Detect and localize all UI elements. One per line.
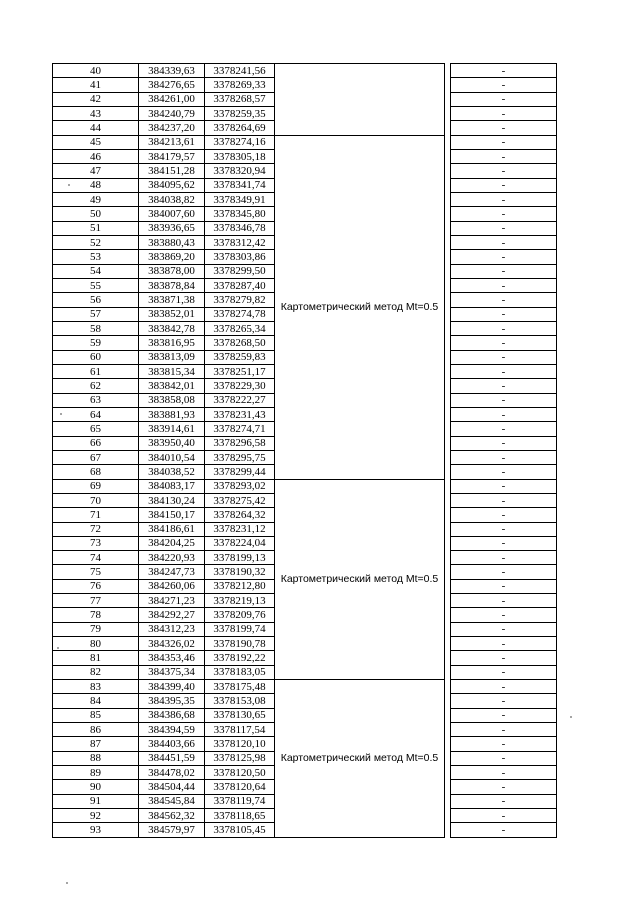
x-coordinate-cell: 384261,00 — [139, 92, 205, 106]
accuracy-cell: - — [451, 121, 557, 135]
accuracy-cell: - — [451, 565, 557, 579]
y-coordinate-cell: 3378265,34 — [205, 321, 275, 335]
y-coordinate-cell: 3378275,42 — [205, 493, 275, 507]
accuracy-cell: - — [451, 594, 557, 608]
x-coordinate-cell: 384504,44 — [139, 780, 205, 794]
x-coordinate-cell: 384326,02 — [139, 637, 205, 651]
x-coordinate-cell: 384260,06 — [139, 579, 205, 593]
point-number-cell: 83 — [53, 680, 139, 694]
y-coordinate-cell: 3378130,65 — [205, 708, 275, 722]
point-number-cell: 51 — [53, 221, 139, 235]
x-coordinate-cell: 384237,20 — [139, 121, 205, 135]
accuracy-cell: - — [451, 278, 557, 292]
point-number-cell: 79 — [53, 622, 139, 636]
y-coordinate-cell: 3378120,50 — [205, 766, 275, 780]
x-coordinate-cell: 383869,20 — [139, 250, 205, 264]
x-coordinate-cell: 384375,34 — [139, 665, 205, 679]
x-coordinate-cell: 384095,62 — [139, 178, 205, 192]
x-coordinate-cell: 383936,65 — [139, 221, 205, 235]
y-coordinate-cell: 3378117,54 — [205, 723, 275, 737]
point-number-cell: 84 — [53, 694, 139, 708]
point-number-cell: 77 — [53, 594, 139, 608]
accuracy-cell: - — [451, 708, 557, 722]
y-coordinate-cell: 3378320,94 — [205, 164, 275, 178]
point-number-cell: 88 — [53, 751, 139, 765]
accuracy-cell: - — [451, 135, 557, 149]
point-number-cell: 64 — [53, 407, 139, 421]
accuracy-cell: - — [451, 164, 557, 178]
x-coordinate-cell: 384010,54 — [139, 450, 205, 464]
point-number-cell: 87 — [53, 737, 139, 751]
accuracy-cell: - — [451, 364, 557, 378]
x-coordinate-cell: 384151,28 — [139, 164, 205, 178]
point-number-cell: 46 — [53, 149, 139, 163]
accuracy-cell: - — [451, 321, 557, 335]
point-number-cell: 91 — [53, 794, 139, 808]
y-coordinate-cell: 3378212,80 — [205, 579, 275, 593]
y-coordinate-cell: 3378192,22 — [205, 651, 275, 665]
table-row — [53, 479, 557, 493]
point-number-cell: 63 — [53, 393, 139, 407]
scan-speck — [60, 413, 62, 415]
x-coordinate-cell: 384271,23 — [139, 594, 205, 608]
y-coordinate-cell: 3378274,16 — [205, 135, 275, 149]
accuracy-cell: - — [451, 465, 557, 479]
table-row — [53, 135, 557, 149]
point-number-cell: 78 — [53, 608, 139, 622]
y-coordinate-cell: 3378259,35 — [205, 106, 275, 120]
point-number-cell: 50 — [53, 207, 139, 221]
x-coordinate-cell: 384339,63 — [139, 64, 205, 78]
x-coordinate-cell: 384179,57 — [139, 149, 205, 163]
accuracy-cell: - — [451, 551, 557, 565]
accuracy-cell: - — [451, 336, 557, 350]
accuracy-cell: - — [451, 350, 557, 364]
x-coordinate-cell: 384451,59 — [139, 751, 205, 765]
method-cell: Картометрический метод Mt=0.5 — [275, 135, 445, 479]
point-number-cell: 55 — [53, 278, 139, 292]
accuracy-cell: - — [451, 823, 557, 837]
y-coordinate-cell: 3378219,13 — [205, 594, 275, 608]
x-coordinate-cell: 384038,52 — [139, 465, 205, 479]
x-coordinate-cell: 384312,23 — [139, 622, 205, 636]
y-coordinate-cell: 3378341,74 — [205, 178, 275, 192]
x-coordinate-cell: 383816,95 — [139, 336, 205, 350]
point-number-cell: 61 — [53, 364, 139, 378]
accuracy-cell: - — [451, 221, 557, 235]
accuracy-cell: - — [451, 436, 557, 450]
y-coordinate-cell: 3378293,02 — [205, 479, 275, 493]
accuracy-cell: - — [451, 293, 557, 307]
point-number-cell: 65 — [53, 422, 139, 436]
point-number-cell: 48 — [53, 178, 139, 192]
x-coordinate-cell: 384386,68 — [139, 708, 205, 722]
accuracy-cell: - — [451, 192, 557, 206]
x-coordinate-cell: 383858,08 — [139, 393, 205, 407]
accuracy-cell: - — [451, 809, 557, 823]
point-number-cell: 47 — [53, 164, 139, 178]
accuracy-cell: - — [451, 665, 557, 679]
accuracy-cell: - — [451, 379, 557, 393]
accuracy-cell: - — [451, 393, 557, 407]
y-coordinate-cell: 3378231,12 — [205, 522, 275, 536]
accuracy-cell: - — [451, 579, 557, 593]
scan-speck — [68, 184, 70, 186]
x-coordinate-cell: 384403,66 — [139, 737, 205, 751]
table-row — [53, 64, 557, 78]
point-number-cell: 43 — [53, 106, 139, 120]
y-coordinate-cell: 3378209,76 — [205, 608, 275, 622]
x-coordinate-cell: 383950,40 — [139, 436, 205, 450]
point-number-cell: 81 — [53, 651, 139, 665]
point-number-cell: 73 — [53, 536, 139, 550]
y-coordinate-cell: 3378287,40 — [205, 278, 275, 292]
y-coordinate-cell: 3378312,42 — [205, 235, 275, 249]
accuracy-cell: - — [451, 508, 557, 522]
accuracy-cell: - — [451, 450, 557, 464]
x-coordinate-cell: 384130,24 — [139, 493, 205, 507]
accuracy-cell: - — [451, 780, 557, 794]
x-coordinate-cell: 384562,32 — [139, 809, 205, 823]
accuracy-cell: - — [451, 622, 557, 636]
point-number-cell: 41 — [53, 78, 139, 92]
point-number-cell: 56 — [53, 293, 139, 307]
accuracy-cell: - — [451, 536, 557, 550]
x-coordinate-cell: 384186,61 — [139, 522, 205, 536]
x-coordinate-cell: 383871,38 — [139, 293, 205, 307]
accuracy-cell: - — [451, 766, 557, 780]
accuracy-cell: - — [451, 78, 557, 92]
accuracy-cell: - — [451, 264, 557, 278]
point-number-cell: 42 — [53, 92, 139, 106]
y-coordinate-cell: 3378345,80 — [205, 207, 275, 221]
point-number-cell: 74 — [53, 551, 139, 565]
scan-speck — [66, 882, 68, 884]
y-coordinate-cell: 3378175,48 — [205, 680, 275, 694]
accuracy-cell: - — [451, 92, 557, 106]
accuracy-cell: - — [451, 422, 557, 436]
point-number-cell: 49 — [53, 192, 139, 206]
method-cell: Картометрический метод Mt=0.5 — [275, 680, 445, 838]
accuracy-cell: - — [451, 250, 557, 264]
y-coordinate-cell: 3378268,57 — [205, 92, 275, 106]
y-coordinate-cell: 3378259,83 — [205, 350, 275, 364]
x-coordinate-cell: 383813,09 — [139, 350, 205, 364]
point-number-cell: 60 — [53, 350, 139, 364]
y-coordinate-cell: 3378222,27 — [205, 393, 275, 407]
x-coordinate-cell: 383842,78 — [139, 321, 205, 335]
point-number-cell: 82 — [53, 665, 139, 679]
x-coordinate-cell: 384204,25 — [139, 536, 205, 550]
y-coordinate-cell: 3378264,69 — [205, 121, 275, 135]
x-coordinate-cell: 384399,40 — [139, 680, 205, 694]
y-coordinate-cell: 3378305,18 — [205, 149, 275, 163]
accuracy-cell: - — [451, 178, 557, 192]
y-coordinate-cell: 3378105,45 — [205, 823, 275, 837]
point-number-cell: 44 — [53, 121, 139, 135]
x-coordinate-cell: 383914,61 — [139, 422, 205, 436]
accuracy-cell: - — [451, 64, 557, 78]
y-coordinate-cell: 3378125,98 — [205, 751, 275, 765]
point-number-cell: 89 — [53, 766, 139, 780]
accuracy-cell: - — [451, 751, 557, 765]
point-number-cell: 68 — [53, 465, 139, 479]
y-coordinate-cell: 3378241,56 — [205, 64, 275, 78]
accuracy-cell: - — [451, 307, 557, 321]
x-coordinate-cell: 384220,93 — [139, 551, 205, 565]
x-coordinate-cell: 384353,46 — [139, 651, 205, 665]
x-coordinate-cell: 383878,84 — [139, 278, 205, 292]
point-number-cell: 45 — [53, 135, 139, 149]
method-cell — [275, 64, 445, 136]
accuracy-cell: - — [451, 149, 557, 163]
point-number-cell: 80 — [53, 637, 139, 651]
accuracy-cell: - — [451, 680, 557, 694]
accuracy-cell: - — [451, 407, 557, 421]
y-coordinate-cell: 3378231,43 — [205, 407, 275, 421]
point-number-cell: 54 — [53, 264, 139, 278]
y-coordinate-cell: 3378349,91 — [205, 192, 275, 206]
y-coordinate-cell: 3378118,65 — [205, 809, 275, 823]
x-coordinate-cell: 384579,97 — [139, 823, 205, 837]
x-coordinate-cell: 383815,34 — [139, 364, 205, 378]
point-number-cell: 75 — [53, 565, 139, 579]
scan-speck — [570, 716, 572, 718]
y-coordinate-cell: 3378199,74 — [205, 622, 275, 636]
accuracy-cell: - — [451, 694, 557, 708]
accuracy-cell: - — [451, 207, 557, 221]
accuracy-cell: - — [451, 479, 557, 493]
x-coordinate-cell: 383881,93 — [139, 407, 205, 421]
y-coordinate-cell: 3378269,33 — [205, 78, 275, 92]
y-coordinate-cell: 3378153,08 — [205, 694, 275, 708]
point-number-cell: 59 — [53, 336, 139, 350]
point-number-cell: 93 — [53, 823, 139, 837]
point-number-cell: 57 — [53, 307, 139, 321]
x-coordinate-cell: 383878,00 — [139, 264, 205, 278]
x-coordinate-cell: 384150,17 — [139, 508, 205, 522]
y-coordinate-cell: 3378295,75 — [205, 450, 275, 464]
accuracy-cell: - — [451, 637, 557, 651]
x-coordinate-cell: 384276,65 — [139, 78, 205, 92]
y-coordinate-cell: 3378190,78 — [205, 637, 275, 651]
x-coordinate-cell: 384478,02 — [139, 766, 205, 780]
y-coordinate-cell: 3378224,04 — [205, 536, 275, 550]
x-coordinate-cell: 384247,73 — [139, 565, 205, 579]
point-number-cell: 70 — [53, 493, 139, 507]
y-coordinate-cell: 3378279,82 — [205, 293, 275, 307]
accuracy-cell: - — [451, 737, 557, 751]
x-coordinate-cell: 383880,43 — [139, 235, 205, 249]
x-coordinate-cell: 384213,61 — [139, 135, 205, 149]
accuracy-cell: - — [451, 608, 557, 622]
point-number-cell: 71 — [53, 508, 139, 522]
x-coordinate-cell: 384007,60 — [139, 207, 205, 221]
point-number-cell: 58 — [53, 321, 139, 335]
accuracy-cell: - — [451, 794, 557, 808]
x-coordinate-cell: 384394,59 — [139, 723, 205, 737]
table-row — [53, 680, 557, 694]
coordinates-table — [52, 63, 557, 838]
x-coordinate-cell: 384083,17 — [139, 479, 205, 493]
method-cell: Картометрический метод Mt=0.5 — [275, 479, 445, 680]
y-coordinate-cell: 3378299,44 — [205, 465, 275, 479]
x-coordinate-cell: 384292,27 — [139, 608, 205, 622]
accuracy-cell: - — [451, 651, 557, 665]
point-number-cell: 90 — [53, 780, 139, 794]
point-number-cell: 62 — [53, 379, 139, 393]
y-coordinate-cell: 3378274,78 — [205, 307, 275, 321]
point-number-cell: 66 — [53, 436, 139, 450]
point-number-cell: 76 — [53, 579, 139, 593]
y-coordinate-cell: 3378251,17 — [205, 364, 275, 378]
point-number-cell: 52 — [53, 235, 139, 249]
y-coordinate-cell: 3378303,86 — [205, 250, 275, 264]
point-number-cell: 53 — [53, 250, 139, 264]
point-number-cell: 92 — [53, 809, 139, 823]
x-coordinate-cell: 383842,01 — [139, 379, 205, 393]
point-number-cell: 86 — [53, 723, 139, 737]
accuracy-cell: - — [451, 235, 557, 249]
y-coordinate-cell: 3378190,32 — [205, 565, 275, 579]
x-coordinate-cell: 383852,01 — [139, 307, 205, 321]
y-coordinate-cell: 3378229,30 — [205, 379, 275, 393]
y-coordinate-cell: 3378264,32 — [205, 508, 275, 522]
y-coordinate-cell: 3378296,58 — [205, 436, 275, 450]
point-number-cell: 85 — [53, 708, 139, 722]
point-number-cell: 67 — [53, 450, 139, 464]
scan-speck — [57, 647, 59, 649]
x-coordinate-cell: 384545,84 — [139, 794, 205, 808]
accuracy-cell: - — [451, 522, 557, 536]
x-coordinate-cell: 384240,79 — [139, 106, 205, 120]
y-coordinate-cell: 3378346,78 — [205, 221, 275, 235]
coordinates-table-body — [53, 64, 557, 838]
point-number-cell: 72 — [53, 522, 139, 536]
y-coordinate-cell: 3378119,74 — [205, 794, 275, 808]
y-coordinate-cell: 3378120,64 — [205, 780, 275, 794]
x-coordinate-cell: 384395,35 — [139, 694, 205, 708]
y-coordinate-cell: 3378199,13 — [205, 551, 275, 565]
accuracy-cell: - — [451, 106, 557, 120]
y-coordinate-cell: 3378120,10 — [205, 737, 275, 751]
y-coordinate-cell: 3378268,50 — [205, 336, 275, 350]
x-coordinate-cell: 384038,82 — [139, 192, 205, 206]
y-coordinate-cell: 3378183,05 — [205, 665, 275, 679]
point-number-cell: 40 — [53, 64, 139, 78]
point-number-cell: 69 — [53, 479, 139, 493]
accuracy-cell: - — [451, 493, 557, 507]
y-coordinate-cell: 3378299,50 — [205, 264, 275, 278]
y-coordinate-cell: 3378274,71 — [205, 422, 275, 436]
accuracy-cell: - — [451, 723, 557, 737]
